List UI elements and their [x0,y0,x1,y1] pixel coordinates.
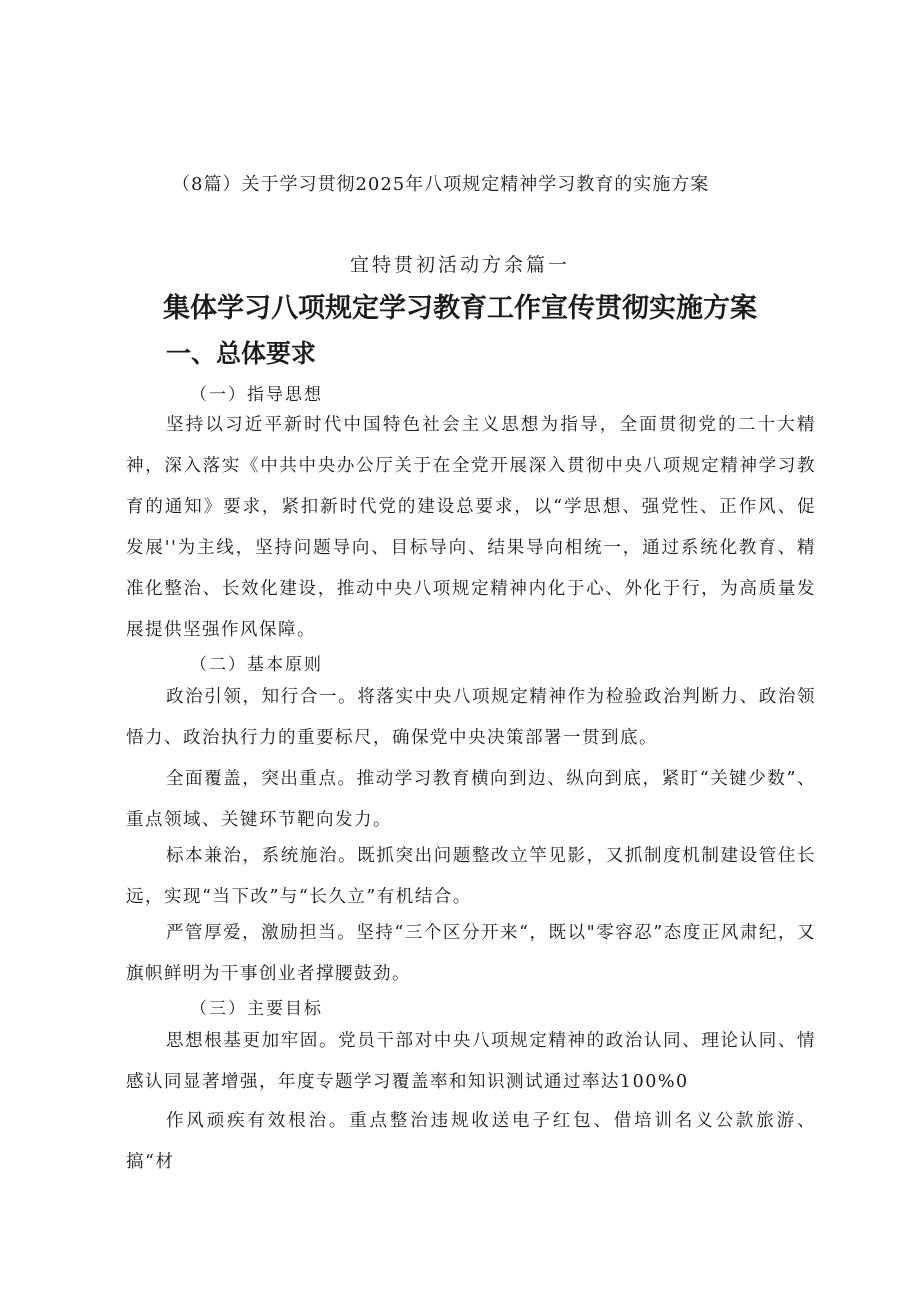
paragraph-goal-style-problems: 作风顽疾有效根治。重点整治违规收送电子红包、借培训名义公款旅游、搞“材 [126,1111,816,1172]
subheading-guiding-ideology: （一）指导思想 [190,385,323,405]
article-subtitle: 宜特贯初活动方余篇一 [349,254,570,276]
paragraph-principle-strict-management: 严管厚爱，激励担当。坚持“三个区分开来“，既以"零容忍”态度正风肃纪，又旗帜鲜明为干事创业者撑腰鼓劲。 [126,923,816,984]
section-heading-general-requirements: 一、总体要求 [166,339,317,368]
paragraph-principle-political-leadership: 政治引领，知行合一。将落实中央八项规定精神作为检验政治判断力、政治领悟力、政治执行力的重要标尺，确保党中央决策部署一贯到底。 [126,687,816,748]
paragraph-guiding-ideology: 坚持以习近平新时代中国特色社会主义思想为指导，全面贯彻党的二十大精神，深入落实《中共中央办公厅关于在全党开展深入贯彻中央八项规定精神学习教育的通知》要求，紧扣新时代党的建设总要求，以“学思想、强党性、正作风、促发展''为主线，坚持问题导向、目标导向、结果导向相统一，通过系统化教育、精准化整治、长效化建设，推动中央八项规定精神内化于心、外化于行，为高质量发展提供坚强作风保障。 [126,415,816,640]
article-title: 集体学习八项规定学习教育工作宣传贯彻实施方案 [163,293,757,324]
subheading-basic-principles: （二）基本原则 [190,655,323,675]
paragraph-principle-full-coverage: 全面覆盖，突出重点。推动学习教育横向到边、纵向到底，紧盯“关键少数”、重点领域、关键环节靶向发力。 [126,769,816,830]
document-collection-title: （8篇）关于学习贯彻2025年八项规定精神学习教育的实施方案 [172,174,710,195]
paragraph-principle-root-and-symptom: 标本兼治，系统施治。既抓突出问题整改立竿见影，又抓制度机制建设管住长远，实现“当下改”与“长久立”有机结合。 [126,846,816,907]
paragraph-goal-ideological-foundation: 思想根基更加牢固。党员干部对中央八项规定精神的政治认同、理论认同、情感认同显著增强，年度专题学习覆盖率和知识测试通过率达100%0 [126,1031,816,1092]
subheading-main-goals: （三）主要目标 [190,999,323,1019]
